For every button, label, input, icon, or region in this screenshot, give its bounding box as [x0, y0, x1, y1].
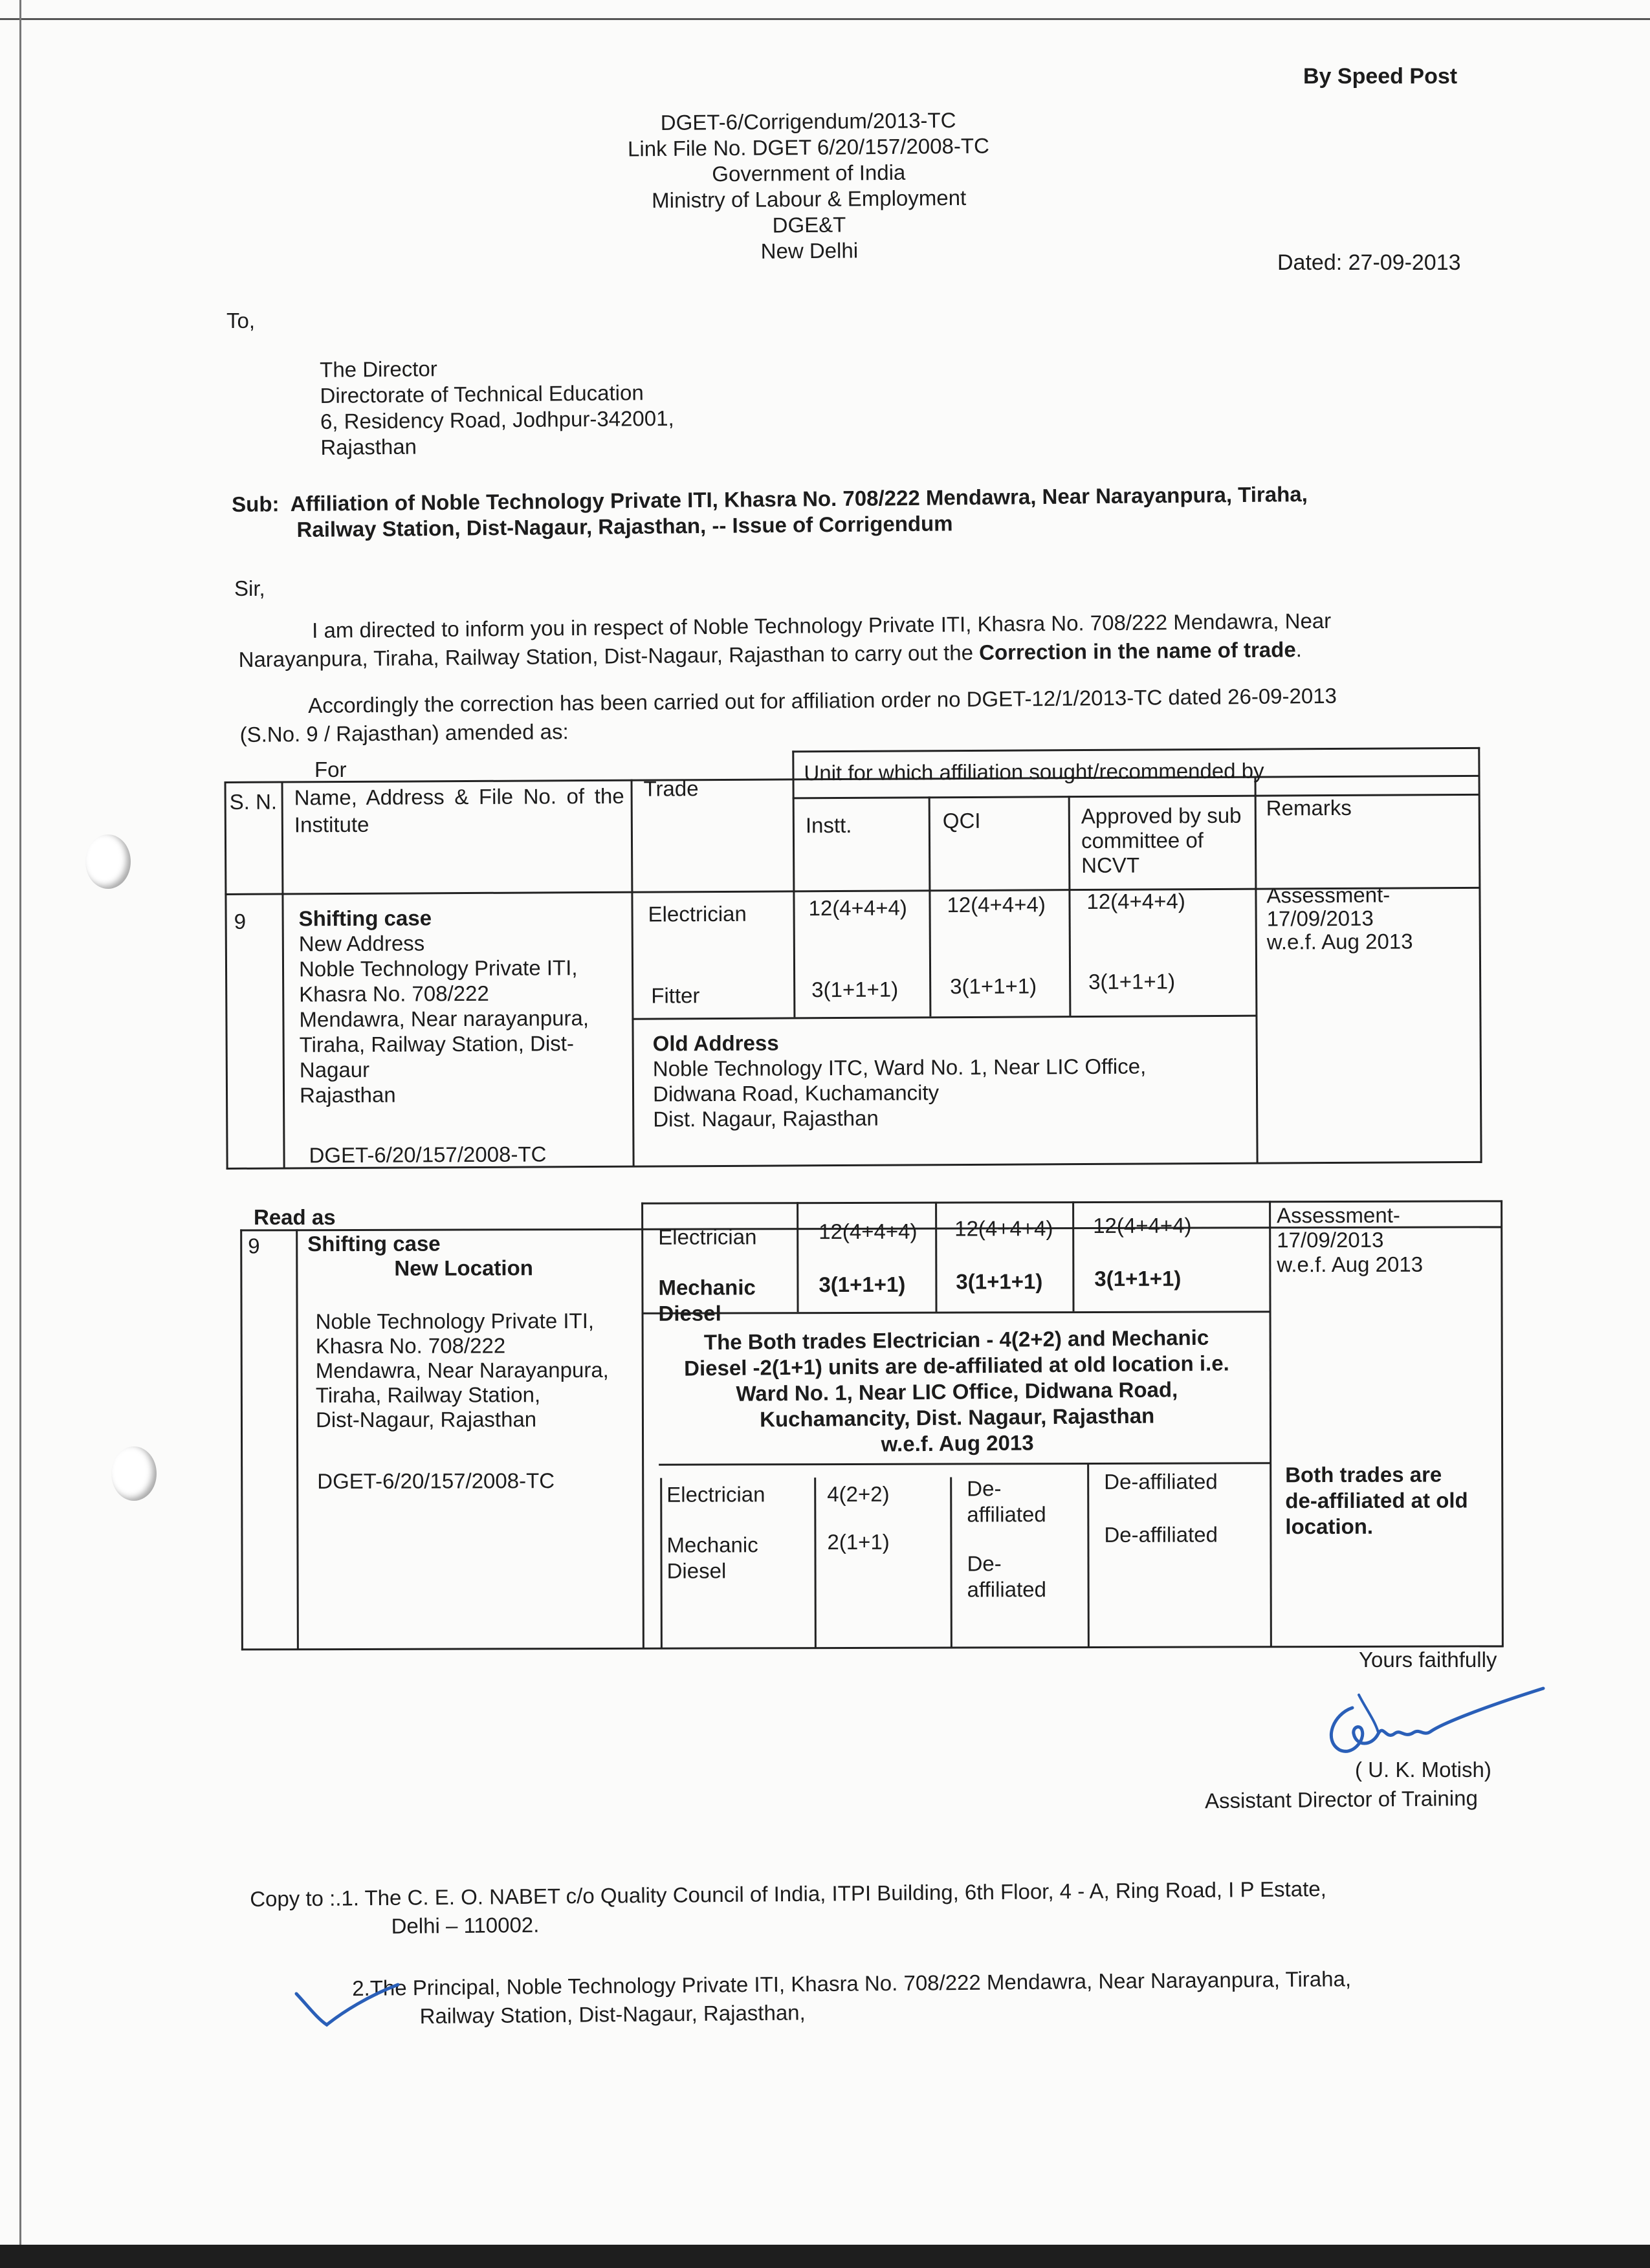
trade-cell: Mechanic Diesel — [666, 1532, 758, 1583]
address-line: Tiraha, Railway Station, — [315, 1382, 541, 1408]
case-title: Shifting case — [307, 1231, 441, 1256]
note-line: Diesel -2(1+1) units are de-affiliated at old location i.e. — [683, 1351, 1229, 1380]
qci-units: 12(4+4+4) — [954, 1216, 1053, 1241]
new-location-label: New Location — [394, 1256, 533, 1280]
deaffiliated-status: De-affiliated — [967, 1551, 1047, 1602]
file-number: DGET-6/20/157/2008-TC — [317, 1468, 555, 1494]
by-speed-post: By Speed Post — [1303, 64, 1458, 89]
address-line: Noble Technology Private ITI, — [298, 955, 578, 981]
old-address-label: Old Address — [652, 1030, 779, 1056]
deaffiliation-note — [644, 1324, 1270, 1459]
header-institute: Name, Address & File No. of the Institute — [294, 783, 624, 837]
qci-units: 3(1+1+1) — [950, 974, 1037, 999]
link-file-number: Link File No. DGET 6/20/157/2008-TC — [627, 133, 990, 161]
address-line: Khasra No. 708/222 — [299, 981, 489, 1007]
header-qci: QCI — [942, 808, 981, 833]
trade-cell: Electrician — [666, 1482, 765, 1507]
signatory-name: ( U. K. Motish) — [1355, 1758, 1491, 1782]
note-line: Ward No. 1, Near LIC Office, Didwana Road, — [736, 1377, 1178, 1406]
header-sn: S. N. — [229, 789, 278, 814]
paragraph-line: (S.No. 9 / Rajasthan) amended as: — [239, 719, 569, 747]
department-line: DGE&T — [772, 212, 846, 237]
read-as-label: Read as — [254, 1205, 336, 1229]
header-remarks: Remarks — [1266, 795, 1352, 820]
old-address-line: Noble Technology ITC, Ward No. 1, Near LIC Office, — [652, 1054, 1147, 1081]
remarks-bold-cell — [1285, 1461, 1468, 1540]
subject-label: Sub: — [232, 492, 280, 516]
address-line: Nagaur — [299, 1057, 370, 1082]
recipient-line: Rajasthan — [320, 434, 417, 459]
paragraph-line: Narayanpura, Tiraha, Railway Station, Dist-Nagaur, Rajasthan to carry out the — [238, 640, 980, 671]
remarks-line: Both trades are — [1285, 1462, 1442, 1487]
trade-cell: Fitter — [651, 983, 700, 1008]
deaffiliated-status: De-affiliated — [967, 1476, 1046, 1527]
signatory-designation: Assistant Director of Training — [1204, 1785, 1479, 1813]
note-line: The Both trades Electrician - 4(2+2) and Mechanic — [703, 1325, 1209, 1355]
address-line: Tiraha, Railway Station, Dist- — [299, 1031, 574, 1057]
paragraph-end: . — [1295, 637, 1303, 662]
correction-emphasis: Correction in the name of trade — [978, 637, 1296, 665]
case-title: Shifting case — [298, 906, 432, 931]
trade-cell: Mechanic Diesel — [658, 1275, 756, 1325]
address-line: Noble Technology Private ITI, — [315, 1308, 595, 1334]
trade-cell: Electrician — [648, 901, 747, 926]
qci-units: 12(4+4+4) — [947, 892, 1046, 917]
row-sn: 9 — [248, 1234, 260, 1258]
recipient-line: Directorate of Technical Education — [320, 380, 644, 408]
row-sn: 9 — [234, 909, 247, 933]
copy-item-number: :.1. — [329, 1886, 360, 1910]
copy-item-line: The Principal, Noble Technology Private ITI, Khasra No. 708/222 Mendawra, Near Narayanpura, Tiraha, — [369, 1967, 1352, 2000]
old-address-line: Dist. Nagaur, Rajasthan — [653, 1106, 879, 1131]
paragraph-line: Accordingly the correction has been carried out for affiliation order no DGET-12/1/2013-TC dated 26-09-2013 — [308, 683, 1337, 717]
old-address-line: Didwana Road, Kuchamancity — [652, 1080, 940, 1106]
government-line: Government of India — [712, 160, 906, 186]
header-approved: Approved by sub committee of NCVT — [1081, 803, 1242, 878]
approved-units: 12(4+4+4) — [1093, 1213, 1192, 1238]
copy-item-line: Railway Station, Dist-Nagaur, Rajasthan, — [419, 2000, 806, 2028]
address-line: Rajasthan — [299, 1082, 396, 1107]
deaffiliated-units: 4(2+2) — [827, 1481, 890, 1507]
approved-units: 3(1+1+1) — [1094, 1266, 1182, 1291]
file-number: DGET-6/20/157/2008-TC — [309, 1142, 547, 1168]
address-line: Mendawra, Near narayanpura, — [299, 1006, 589, 1032]
header-trade: Trade — [643, 776, 699, 801]
salutation: Sir, — [234, 576, 265, 600]
remarks-line: 17/09/2013 — [1277, 1227, 1384, 1252]
remarks-cell — [1277, 1203, 1423, 1278]
copy-item-line: The C. E. O. NABET c/o Quality Council of India, ITPI Building, 6th Floor, 4 - A, Ring Road, I P Estate, — [364, 1877, 1326, 1910]
remarks-line: w.e.f. Aug 2013 — [1277, 1252, 1424, 1277]
copy-to-block — [250, 1875, 1326, 1942]
header-instt: Instt. — [805, 812, 852, 838]
copy-item-number: 2. — [352, 1976, 370, 2000]
ministry-line: Ministry of Labour & Employment — [652, 185, 967, 213]
copy-item-2 — [352, 1965, 1352, 2031]
subject-line: Affiliation of Noble Technology Private ITI, Khasra No. 708/222 Mendawra, Near Narayanpura, Tiraha, — [290, 482, 1308, 516]
remarks-line: de-affiliated at old — [1285, 1488, 1468, 1513]
approved-units: 3(1+1+1) — [1088, 969, 1176, 994]
remarks-line: location. — [1285, 1514, 1374, 1539]
instt-units: 12(4+4+4) — [819, 1219, 918, 1244]
copy-to-label: Copy to — [250, 1886, 324, 1911]
instt-units: 3(1+1+1) — [819, 1272, 906, 1297]
address-line: Dist-Nagaur, Rajasthan — [315, 1407, 537, 1432]
checkmark-icon — [291, 1979, 401, 2031]
subject-line: Railway Station, Dist-Nagaur, Rajasthan, -- Issue of Corrigendum — [296, 511, 953, 542]
instt-units: 12(4+4+4) — [808, 895, 907, 921]
remarks-line: Assessment- — [1266, 882, 1391, 908]
note-line: Kuchamancity, Dist. Nagaur, Rajasthan — [760, 1403, 1155, 1432]
address-block — [316, 1309, 610, 1432]
remarks-line: w.e.f. Aug 2013 — [1266, 929, 1413, 954]
closing: Yours faithfully — [1359, 1648, 1497, 1672]
deaffiliated-status: De-affiliated — [1104, 1522, 1218, 1547]
letter-date: Dated: 27-09-2013 — [1277, 250, 1461, 275]
for-label: For — [314, 758, 347, 781]
deaffiliated-status: De-affiliated — [1104, 1469, 1218, 1494]
reference-number: DGET-6/Corrigendum/2013-TC — [660, 108, 956, 135]
approved-units: 12(4+4+4) — [1086, 889, 1185, 914]
trade-cell: Electrician — [658, 1225, 757, 1249]
remarks-line: 17/09/2013 — [1266, 906, 1374, 931]
recipient-line: 6, Residency Road, Jodhpur-342001, — [320, 406, 674, 433]
note-line: w.e.f. Aug 2013 — [881, 1430, 1034, 1456]
to-label: To, — [226, 309, 256, 333]
remarks-line: Assessment- — [1277, 1203, 1400, 1228]
deaffiliated-units: 2(1+1) — [827, 1529, 890, 1554]
city-line: New Delhi — [760, 238, 859, 263]
address-line: Mendawra, Near Narayanpura, — [315, 1357, 609, 1383]
paragraph-line: I am directed to inform you in respect of Noble Technology Private ITI, Khasra No. 708/222 Mendawra, Near — [312, 608, 1332, 642]
new-address-label: New Address — [298, 931, 425, 956]
copy-item-line: Delhi – 110002. — [391, 1912, 540, 1938]
qci-units: 3(1+1+1) — [956, 1269, 1043, 1294]
instt-units: 3(1+1+1) — [811, 977, 899, 1002]
institute-cell — [307, 1231, 533, 1281]
recipient-line: The Director — [320, 356, 437, 382]
address-line: Khasra No. 708/222 — [315, 1333, 506, 1358]
header-unit: Unit for which affiliation sought/recommended by — [804, 758, 1264, 785]
